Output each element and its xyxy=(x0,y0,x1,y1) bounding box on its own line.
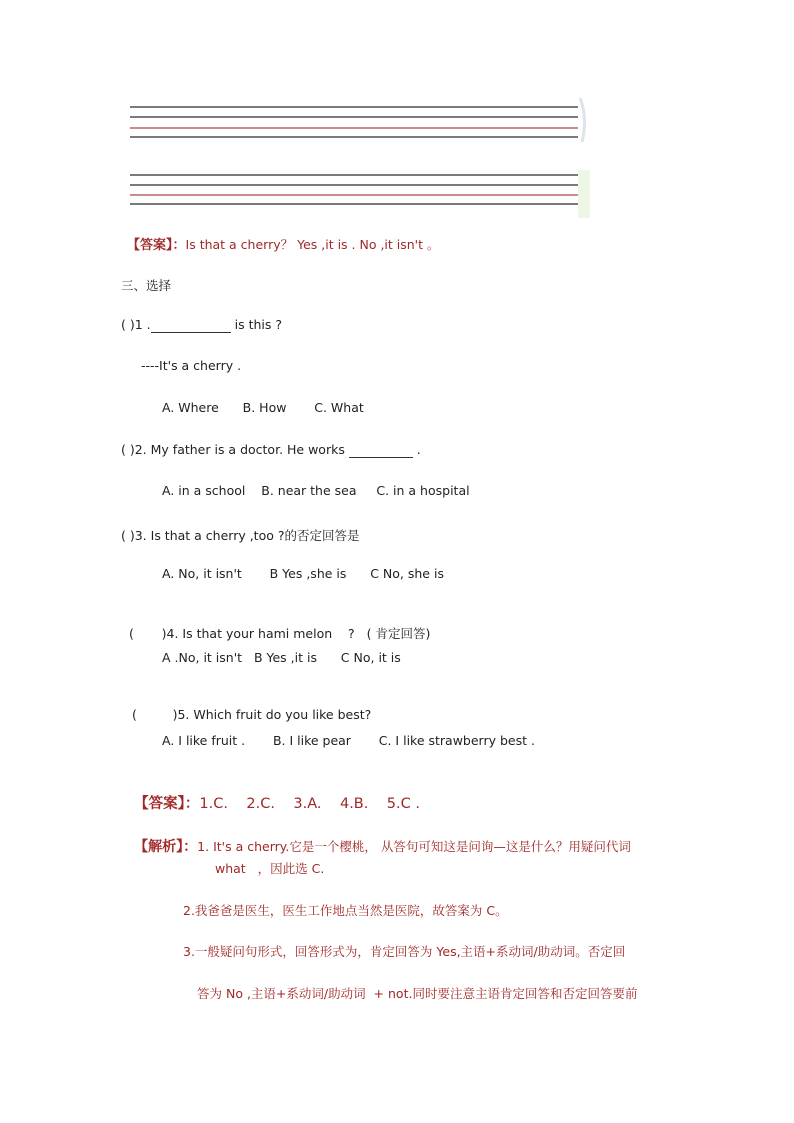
writing-line xyxy=(130,174,578,176)
section-title: 三、选择 xyxy=(121,278,172,293)
question-stem: 5. Which fruit do you like best? xyxy=(177,707,372,722)
analysis-text: 1. It's a cherry.它是一个樱桃， 从答句可知这是问询—这是什么？用疑问代词 xyxy=(197,839,631,854)
image-edge-decoration xyxy=(578,98,592,142)
answer-bracket: ( ) xyxy=(131,707,178,722)
question-stem: 2. My father is a doctor. He works xyxy=(134,442,349,457)
answer-label: 【答案】： xyxy=(127,238,186,253)
answer-text: Is that a cherry？ Yes ,it is . No ,it isn't 。 xyxy=(185,237,440,252)
question-stem: 3. Is that a cherry ,too ?的否定回答是 xyxy=(134,528,360,543)
writing-line xyxy=(130,184,578,186)
answer-blank xyxy=(151,317,231,333)
question-1 xyxy=(121,317,282,333)
question-1-options: A. Where B. How C. What xyxy=(162,400,364,415)
question-stem-end: . xyxy=(412,442,421,457)
question-4-options: A .No, it isn't B Yes ,it is C No, it is xyxy=(162,650,401,665)
answer-bracket: ( ) xyxy=(128,626,167,641)
question-4 xyxy=(121,609,430,642)
analysis-line-4: 3.一般疑问句形式，回答形式为，肯定回答为 Yes,主语+系动词/助动词。否定回 xyxy=(183,944,626,959)
question-stem-end: is this ? xyxy=(230,317,282,332)
analysis-line-5: 答为 No ,主语+系动词/助动词 + not.同时要注意主语肯定回答和否定回答要前 xyxy=(197,986,638,1001)
question-2 xyxy=(121,442,421,458)
analysis-line-2: what ，因此选 C. xyxy=(215,861,325,876)
image-edge-decoration xyxy=(578,170,592,218)
question-2-options: A. in a school B. near the sea C. in a hospital xyxy=(162,483,470,498)
question-1-response: ----It's a cherry . xyxy=(141,358,242,373)
question-stem: 1 . xyxy=(134,317,151,332)
question-3 xyxy=(121,526,360,544)
question-stem: 4. Is that your hami melon ? ( 肯定回答) xyxy=(166,626,431,641)
answer-bracket: ( ) xyxy=(121,528,135,543)
answer-summary xyxy=(124,773,420,813)
answer-line xyxy=(127,234,439,253)
writing-line xyxy=(130,136,578,138)
answer-blank xyxy=(349,442,413,458)
answer-text: 1.C. 2.C. 3.A. 4.B. 5.C . xyxy=(199,796,420,812)
question-5 xyxy=(124,692,371,722)
analysis-line-1 xyxy=(124,817,631,856)
writing-line xyxy=(130,203,578,205)
question-3-options: A. No, it isn't B Yes ,she is C No, she is xyxy=(162,566,444,581)
answer-bracket: ( ) xyxy=(121,442,135,457)
analysis-label: 【解析】： xyxy=(134,839,198,855)
writing-line-red xyxy=(130,127,578,129)
writing-line xyxy=(130,106,578,108)
analysis-line-3: 2.我爸爸是医生，医生工作地点当然是医院，故答案为 C。 xyxy=(183,903,508,918)
writing-line xyxy=(130,116,578,118)
answer-label: 【答案】： xyxy=(134,796,200,812)
writing-line-red xyxy=(130,194,578,196)
answer-bracket: ( ) xyxy=(121,317,135,332)
question-5-options: A. I like fruit . B. I like pear C. I like strawberry best . xyxy=(162,733,535,748)
